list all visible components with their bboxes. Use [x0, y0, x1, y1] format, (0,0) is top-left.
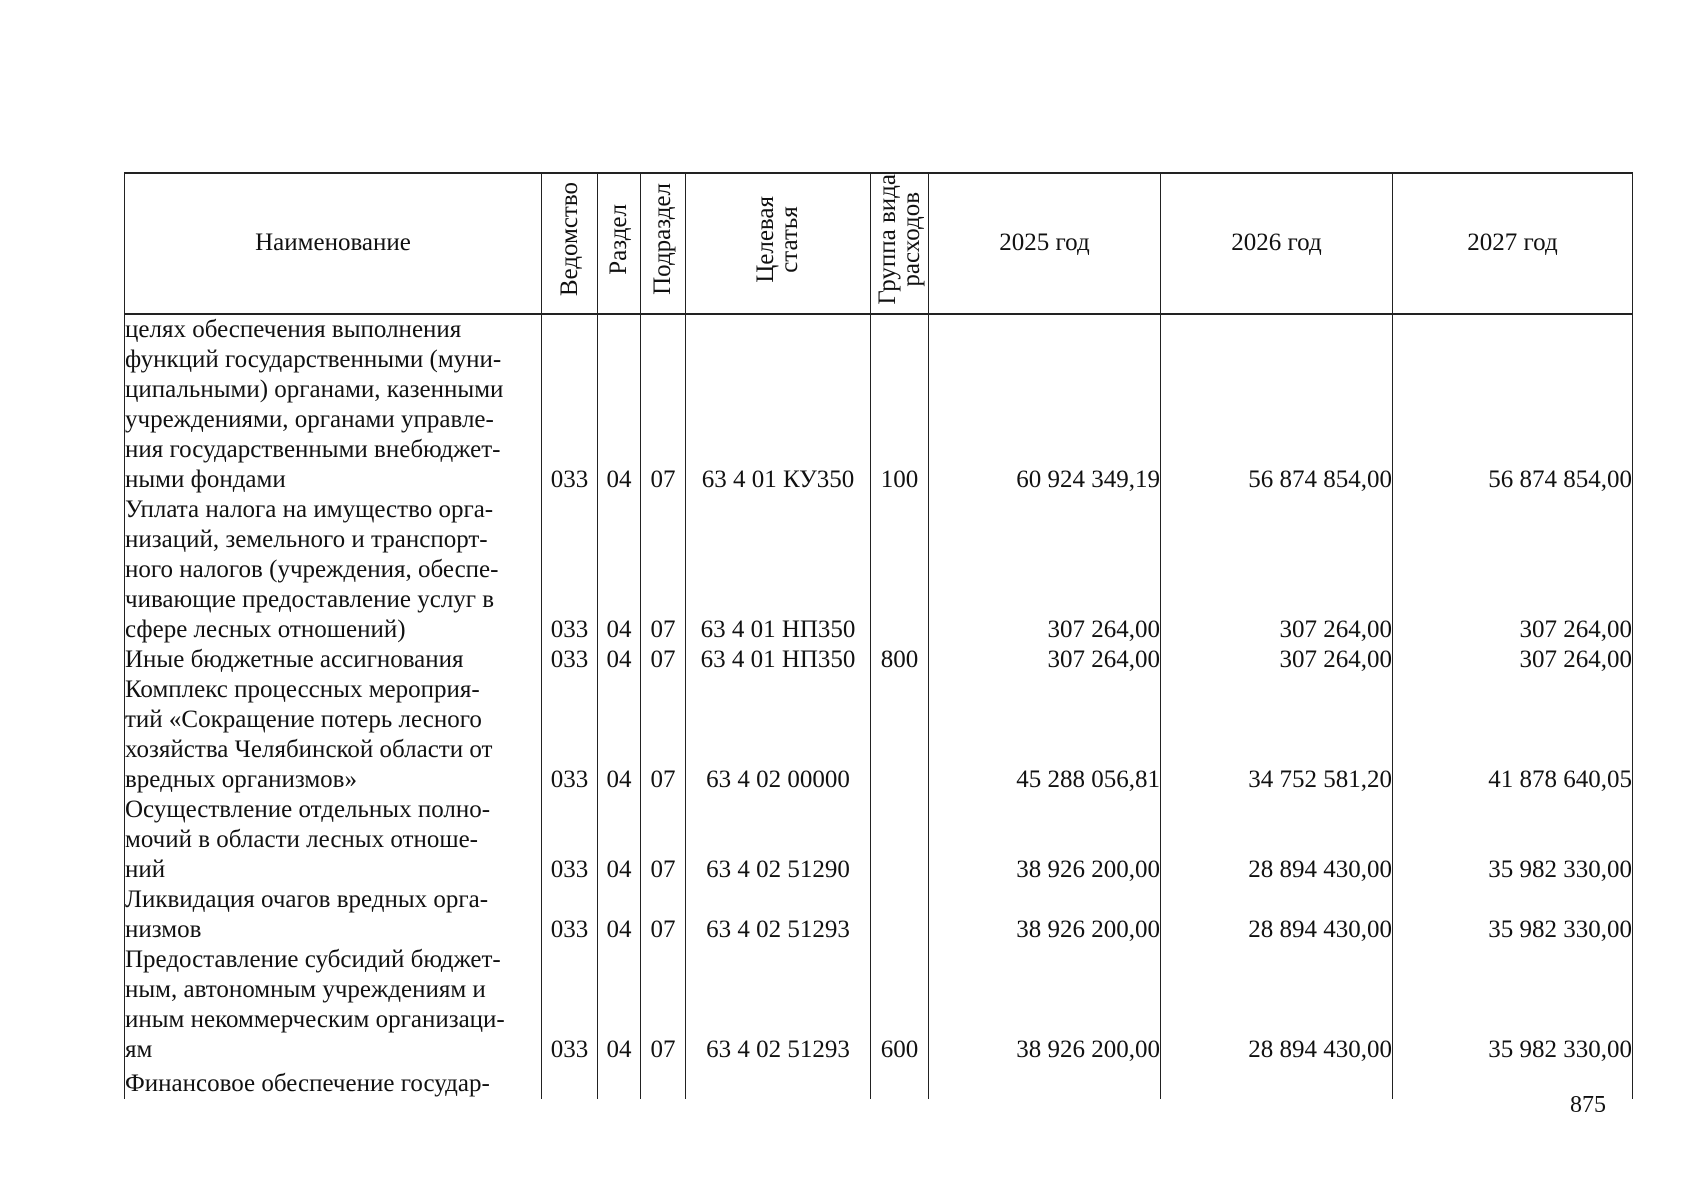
- cell-2025: 60 924 349,19: [929, 314, 1161, 495]
- name-line: иным некоммерческим организаци-: [125, 1005, 505, 1033]
- cell-section: 04: [598, 645, 641, 675]
- cell-target: 63 4 02 00000: [686, 675, 871, 795]
- cell-subsection: [641, 1065, 686, 1099]
- cell-dept: 033: [542, 885, 598, 945]
- cell-2025: 38 926 200,00: [929, 945, 1161, 1065]
- name-line: мочий в области лесных отноше-: [125, 825, 478, 853]
- name-line: ного налогов (учреждения, обеспе-: [125, 555, 499, 583]
- cell-target: 63 4 01 НП350: [686, 645, 871, 675]
- cell-target: [686, 1065, 871, 1099]
- name-line: целях обеспечения выполнения: [125, 315, 462, 343]
- cell-subsection: 07: [641, 645, 686, 675]
- table-row: [125, 795, 1633, 885]
- name-line: вредных организмов»: [125, 765, 357, 793]
- cell-2025: 38 926 200,00: [929, 885, 1161, 945]
- cell-2027: 41 878 640,05: [1393, 675, 1633, 795]
- header-section: Раздел: [598, 173, 641, 314]
- cell-2025: 307 264,00: [929, 495, 1161, 645]
- page-number: 875: [1570, 1092, 1606, 1118]
- name-line: чивающие предоставление услуг в: [125, 585, 495, 613]
- cell-2026: 28 894 430,00: [1161, 885, 1393, 945]
- header-row: [125, 173, 1633, 314]
- header-subsection: Подраздел: [641, 173, 686, 314]
- name-line: Осуществление отдельных полно-: [125, 795, 491, 823]
- cell-2027: 56 874 854,00: [1393, 314, 1633, 495]
- cell-name: [125, 945, 542, 1065]
- cell-target: 63 4 01 НП350: [686, 495, 871, 645]
- name-line: низаций, земельного и транспорт-: [125, 525, 488, 553]
- table-row: [125, 945, 1633, 1065]
- header-dept: Ведомство: [542, 173, 598, 314]
- cell-expense-group: 600: [871, 945, 929, 1065]
- name-line: Комплекс процессных мероприя-: [125, 675, 480, 703]
- cell-2026: 307 264,00: [1161, 645, 1393, 675]
- name-line: учреждениями, органами управле-: [125, 405, 494, 433]
- name-line: Уплата налога на имущество орга-: [125, 495, 494, 523]
- cell-name: [125, 885, 542, 945]
- cell-subsection: 07: [641, 795, 686, 885]
- table-row: [125, 314, 1633, 495]
- name-line: ным, автономным учреждениям и: [125, 975, 486, 1003]
- cell-2027: 307 264,00: [1393, 495, 1633, 645]
- cell-section: 04: [598, 495, 641, 645]
- table-body: [125, 314, 1633, 1099]
- cell-2025: 45 288 056,81: [929, 675, 1161, 795]
- budget-table: [124, 172, 1633, 1099]
- cell-expense-group: [871, 885, 929, 945]
- name-line: Финансовое обеспечение государ-: [125, 1069, 490, 1097]
- cell-subsection: 07: [641, 314, 686, 495]
- cell-2025: [929, 1065, 1161, 1099]
- cell-name: [125, 645, 542, 675]
- name-line: ными фондами: [125, 465, 286, 493]
- name-line: ний: [125, 855, 166, 883]
- cell-subsection: 07: [641, 675, 686, 795]
- cell-subsection: 07: [641, 885, 686, 945]
- cell-2025: 307 264,00: [929, 645, 1161, 675]
- name-line: ям: [125, 1035, 153, 1063]
- cell-name: [125, 314, 542, 495]
- name-line: ципальными) органами, казенными: [125, 375, 504, 403]
- table-row: [125, 1065, 1633, 1099]
- cell-subsection: 07: [641, 945, 686, 1065]
- cell-expense-group: [871, 1065, 929, 1099]
- cell-dept: 033: [542, 675, 598, 795]
- cell-name: [125, 495, 542, 645]
- name-line: низмов: [125, 915, 202, 943]
- cell-expense-group: [871, 795, 929, 885]
- cell-2026: 307 264,00: [1161, 495, 1393, 645]
- name-line: Ликвидация очагов вредных орга-: [125, 885, 489, 913]
- cell-2026: 56 874 854,00: [1161, 314, 1393, 495]
- cell-dept: 033: [542, 314, 598, 495]
- header-name: Наименование: [125, 173, 542, 314]
- cell-expense-group: 800: [871, 645, 929, 675]
- name-line: Иные бюджетные ассигнования: [125, 645, 464, 673]
- header-expense-group: Группа вида расходов: [871, 173, 929, 314]
- table-row: [125, 675, 1633, 795]
- header-2027: 2027 год: [1393, 173, 1633, 314]
- cell-2027: 35 982 330,00: [1393, 885, 1633, 945]
- cell-section: 04: [598, 675, 641, 795]
- cell-2026: 28 894 430,00: [1161, 795, 1393, 885]
- cell-2027: 35 982 330,00: [1393, 945, 1633, 1065]
- cell-target: 63 4 02 51293: [686, 945, 871, 1065]
- cell-target: 63 4 02 51290: [686, 795, 871, 885]
- cell-name: [125, 795, 542, 885]
- cell-dept: 033: [542, 795, 598, 885]
- cell-2026: 28 894 430,00: [1161, 945, 1393, 1065]
- table-row: [125, 645, 1633, 675]
- name-line: функций государственными (муни-: [125, 345, 502, 373]
- cell-2027: 307 264,00: [1393, 645, 1633, 675]
- cell-subsection: 07: [641, 495, 686, 645]
- cell-section: [598, 1065, 641, 1099]
- header-2025: 2025 год: [929, 173, 1161, 314]
- header-target: Целевая статья: [686, 173, 871, 314]
- cell-expense-group: [871, 675, 929, 795]
- cell-dept: 033: [542, 645, 598, 675]
- name-line: сфере лесных отношений): [125, 615, 406, 643]
- name-line: тий «Сокращение потерь лесного: [125, 705, 482, 733]
- table-row: [125, 495, 1633, 645]
- cell-section: 04: [598, 885, 641, 945]
- cell-dept: 033: [542, 945, 598, 1065]
- cell-2025: 38 926 200,00: [929, 795, 1161, 885]
- cell-dept: [542, 1065, 598, 1099]
- cell-section: 04: [598, 314, 641, 495]
- cell-2026: 34 752 581,20: [1161, 675, 1393, 795]
- cell-expense-group: 100: [871, 314, 929, 495]
- cell-name: [125, 1065, 542, 1099]
- cell-target: 63 4 01 КУ350: [686, 314, 871, 495]
- name-line: хозяйства Челябинской области от: [125, 735, 493, 763]
- cell-name: [125, 675, 542, 795]
- cell-2026: [1161, 1065, 1393, 1099]
- cell-section: 04: [598, 945, 641, 1065]
- cell-dept: 033: [542, 495, 598, 645]
- cell-target: 63 4 02 51293: [686, 885, 871, 945]
- cell-section: 04: [598, 795, 641, 885]
- header-2026: 2026 год: [1161, 173, 1393, 314]
- cell-expense-group: [871, 495, 929, 645]
- name-line: ния государственными внебюджет-: [125, 435, 501, 463]
- name-line: Предоставление субсидий бюджет-: [125, 945, 501, 973]
- table-row: [125, 885, 1633, 945]
- cell-2027: 35 982 330,00: [1393, 795, 1633, 885]
